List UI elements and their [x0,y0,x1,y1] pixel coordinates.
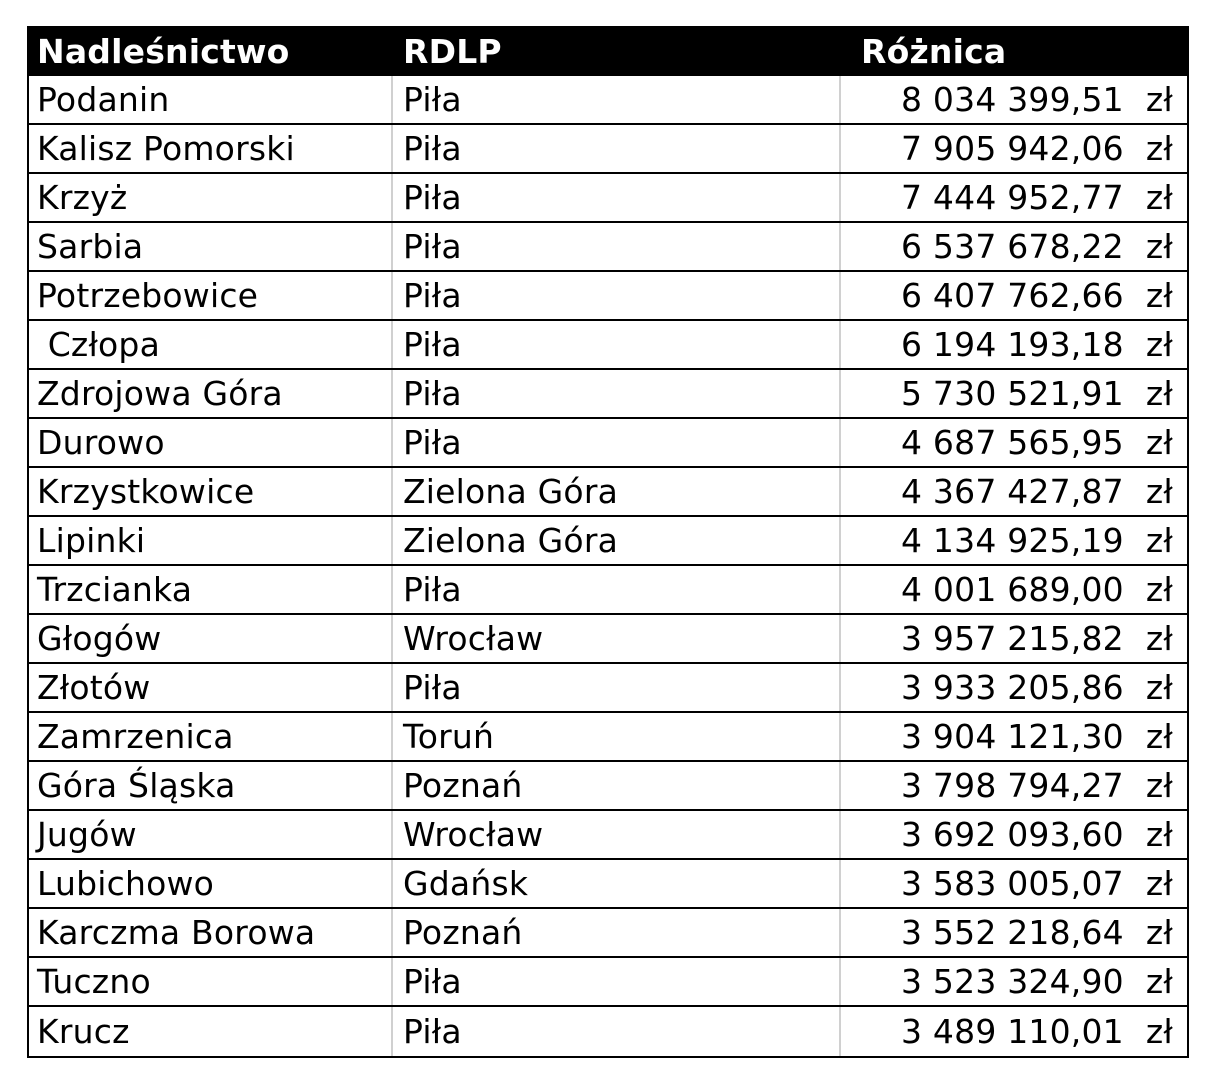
amount-number: 6 407 762,66 [901,276,1124,315]
cell-nadlesnictwo: Lubichowo [29,860,393,907]
currency-label: zł [1145,276,1173,315]
cell-roznica [841,958,1187,1005]
table-row [29,517,1187,566]
amount-value [861,227,1187,266]
cell-roznica [841,566,1187,613]
cell-rdlp: Wrocław [393,615,841,662]
cell-rdlp: Poznań [393,909,841,956]
table-row [29,223,1187,272]
currency-label: zł [1145,766,1173,805]
currency-label: zł [1145,178,1173,217]
amount-value [861,815,1187,854]
amount-number: 4 367 427,87 [901,472,1124,511]
cell-nadlesnictwo: Człopa [29,321,393,368]
amount-value [861,570,1187,609]
cell-roznica [841,76,1187,123]
amount-value [861,423,1187,462]
table-row [29,272,1187,321]
cell-rdlp: Zielona Góra [393,468,841,515]
table-row [29,762,1187,811]
table-row [29,713,1187,762]
cell-nadlesnictwo: Podanin [29,76,393,123]
currency-label: zł [1145,913,1173,952]
cell-roznica [841,762,1187,809]
cell-roznica [841,321,1187,368]
cell-rdlp: Piła [393,174,841,221]
cell-rdlp: Piła [393,958,841,1005]
currency-label: zł [1145,423,1173,462]
cell-roznica [841,174,1187,221]
cell-nadlesnictwo: Kalisz Pomorski [29,125,393,172]
currency-label: zł [1145,717,1173,756]
amount-number: 6 537 678,22 [901,227,1124,266]
amount-value [861,521,1187,560]
cell-nadlesnictwo: Zdrojowa Góra [29,370,393,417]
cell-roznica [841,419,1187,466]
data-table [27,26,1189,1058]
currency-label: zł [1145,129,1173,168]
cell-nadlesnictwo: Złotów [29,664,393,711]
amount-value [861,864,1187,903]
cell-rdlp: Toruń [393,713,841,760]
cell-rdlp: Piła [393,419,841,466]
table-row [29,1007,1187,1056]
cell-roznica [841,370,1187,417]
header-rdlp: RDLP [403,31,502,71]
currency-label: zł [1145,521,1173,560]
table-body [29,76,1187,1056]
cell-nadlesnictwo: Sarbia [29,223,393,270]
amount-number: 3 692 093,60 [901,815,1124,854]
currency-label: zł [1145,227,1173,266]
currency-label: zł [1145,668,1173,707]
currency-label: zł [1145,374,1173,413]
table-header-row [29,26,1187,76]
amount-value [861,276,1187,315]
table-row [29,174,1187,223]
cell-nadlesnictwo: Potrzebowice [29,272,393,319]
amount-number: 3 933 205,86 [901,668,1124,707]
cell-roznica [841,664,1187,711]
cell-nadlesnictwo: Lipinki [29,517,393,564]
amount-number: 4 134 925,19 [901,521,1124,560]
amount-value [861,717,1187,756]
amount-number: 5 730 521,91 [901,374,1124,413]
amount-number: 4 687 565,95 [901,423,1124,462]
cell-roznica [841,713,1187,760]
cell-nadlesnictwo: Zamrzenica [29,713,393,760]
currency-label: zł [1145,472,1173,511]
header-roznica: Różnica [861,31,1007,71]
cell-nadlesnictwo: Trzcianka [29,566,393,613]
table-row [29,468,1187,517]
currency-label: zł [1145,325,1173,364]
currency-label: zł [1145,80,1173,119]
cell-rdlp: Piła [393,566,841,613]
table-row [29,566,1187,615]
amount-number: 3 957 215,82 [901,619,1124,658]
cell-rdlp: Piła [393,370,841,417]
table-row [29,909,1187,958]
amount-number: 3 552 218,64 [901,913,1124,952]
amount-value [861,619,1187,658]
cell-roznica [841,272,1187,319]
amount-number: 4 001 689,00 [901,570,1124,609]
cell-nadlesnictwo: Krzystkowice [29,468,393,515]
amount-value [861,766,1187,805]
amount-number: 8 034 399,51 [901,80,1124,119]
currency-label: zł [1145,570,1173,609]
currency-label: zł [1145,962,1173,1001]
currency-label: zł [1145,1012,1173,1051]
table-row [29,615,1187,664]
cell-roznica [841,125,1187,172]
amount-number: 3 798 794,27 [901,766,1124,805]
amount-value [861,178,1187,217]
cell-roznica [841,811,1187,858]
cell-rdlp: Piła [393,664,841,711]
cell-nadlesnictwo: Tuczno [29,958,393,1005]
table-row [29,76,1187,125]
amount-value [861,129,1187,168]
amount-number: 7 905 942,06 [901,129,1124,168]
cell-rdlp: Piła [393,272,841,319]
amount-value [861,1012,1187,1051]
cell-nadlesnictwo: Karczma Borowa [29,909,393,956]
cell-nadlesnictwo: Durowo [29,419,393,466]
table-row [29,811,1187,860]
header-nadlesnictwo: Nadleśnictwo [37,31,290,71]
cell-roznica [841,517,1187,564]
cell-roznica [841,468,1187,515]
table-row [29,321,1187,370]
cell-nadlesnictwo: Krzyż [29,174,393,221]
table-row [29,419,1187,468]
cell-nadlesnictwo: Góra Śląska [29,762,393,809]
cell-rdlp: Piła [393,321,841,368]
cell-nadlesnictwo: Głogów [29,615,393,662]
amount-value [861,325,1187,364]
amount-value [861,472,1187,511]
cell-roznica [841,223,1187,270]
cell-nadlesnictwo: Jugów [29,811,393,858]
amount-value [861,668,1187,707]
currency-label: zł [1145,619,1173,658]
cell-rdlp: Poznań [393,762,841,809]
cell-roznica [841,1007,1187,1056]
amount-number: 3 904 121,30 [901,717,1124,756]
cell-rdlp: Piła [393,223,841,270]
cell-rdlp: Zielona Góra [393,517,841,564]
amount-number: 7 444 952,77 [901,178,1124,217]
amount-number: 3 523 324,90 [901,962,1124,1001]
table-row [29,125,1187,174]
cell-nadlesnictwo: Krucz [29,1007,393,1056]
currency-label: zł [1145,815,1173,854]
cell-rdlp: Piła [393,125,841,172]
amount-value [861,374,1187,413]
amount-number: 3 489 110,01 [901,1012,1124,1051]
amount-value [861,962,1187,1001]
table-row [29,370,1187,419]
cell-rdlp: Piła [393,76,841,123]
amount-value [861,913,1187,952]
table-row [29,860,1187,909]
cell-rdlp: Gdańsk [393,860,841,907]
cell-roznica [841,909,1187,956]
amount-number: 6 194 193,18 [901,325,1124,364]
cell-roznica [841,615,1187,662]
amount-number: 3 583 005,07 [901,864,1124,903]
table-row [29,664,1187,713]
currency-label: zł [1145,864,1173,903]
cell-rdlp: Wrocław [393,811,841,858]
cell-rdlp: Piła [393,1007,841,1056]
amount-value [861,80,1187,119]
table-row [29,958,1187,1007]
cell-roznica [841,860,1187,907]
